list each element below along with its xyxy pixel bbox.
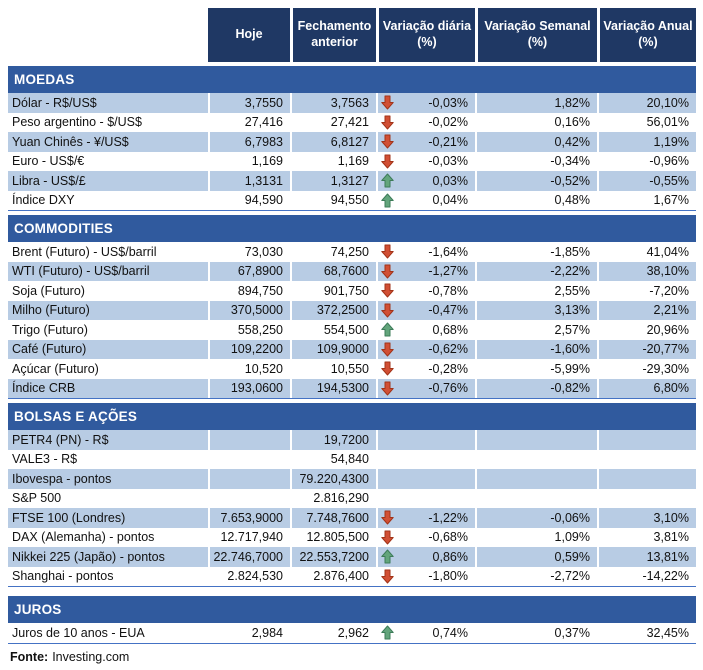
- down-arrow-icon: [381, 95, 395, 110]
- table-row: [8, 262, 696, 282]
- row-label: Yuan Chinês - ¥/US$: [8, 132, 208, 152]
- row-label: Trigo (Futuro): [12, 322, 88, 337]
- variacao-anual-cell: -7,20%: [597, 281, 696, 301]
- table-body: [8, 66, 703, 644]
- hoje-cell: 94,590: [208, 191, 290, 211]
- row-label: Milho (Futuro): [8, 301, 208, 321]
- variacao-semanal-cell: -0,52%: [475, 171, 597, 191]
- down-arrow-icon: [381, 134, 395, 149]
- hoje-cell: 894,750: [208, 281, 290, 301]
- variacao-semanal-cell: -0,06%: [475, 508, 597, 528]
- row-label: Café (Futuro): [8, 340, 208, 360]
- variacao-anual-cell: -29,30%: [597, 359, 696, 379]
- variacao-diaria-value: -1,64%: [428, 244, 468, 259]
- hoje-cell: 2.824,530: [208, 567, 290, 587]
- fechamento-anterior-cell: 194,5300: [290, 379, 376, 399]
- variacao-semanal-cell: 2,55%: [475, 281, 597, 301]
- row-label: Nikkei 225 (Japão) - pontos: [8, 547, 208, 567]
- variacao-semanal-cell: -0,34%: [475, 152, 597, 172]
- row-label: Dólar - R$/US$: [8, 93, 208, 113]
- table-row: [8, 450, 696, 470]
- section-header-commodities: COMMODITIES: [8, 215, 696, 242]
- hoje-cell: 3,7550: [208, 93, 290, 113]
- hoje-cell: [208, 469, 290, 489]
- fechamento-anterior-cell: 12.805,500: [290, 528, 376, 548]
- fechamento-anterior-cell: 27,421: [290, 113, 376, 133]
- down-arrow-icon: [381, 530, 395, 545]
- variacao-anual-cell: 32,45%: [597, 623, 696, 643]
- variacao-semanal-cell: 0,42%: [475, 132, 597, 152]
- variacao-diaria-cell: [376, 171, 475, 191]
- variacao-semanal-cell: [475, 489, 597, 509]
- table-row: [8, 113, 696, 133]
- table-row: [8, 320, 696, 340]
- hoje-cell: [208, 489, 290, 509]
- row-label: Libra - US$/£: [8, 171, 208, 191]
- variacao-diaria-cell: [376, 281, 475, 301]
- fechamento-anterior-cell: 2,962: [290, 623, 376, 643]
- hoje-cell: 10,520: [208, 359, 290, 379]
- variacao-diaria-cell: [376, 450, 475, 470]
- variacao-anual-cell: -0,96%: [597, 152, 696, 172]
- down-arrow-icon: [381, 154, 395, 169]
- variacao-diaria-value: -0,68%: [428, 530, 468, 545]
- table-row: [8, 567, 696, 588]
- source-footer: [8, 648, 703, 666]
- variacao-semanal-cell: -5,99%: [475, 359, 597, 379]
- variacao-diaria-cell: [376, 567, 475, 587]
- fechamento-anterior-cell: 79.220,4300: [290, 469, 376, 489]
- row-label: Soja (Futuro): [12, 283, 85, 298]
- variacao-anual-cell: 56,01%: [597, 113, 696, 133]
- variacao-semanal-cell: 2,57%: [475, 320, 597, 340]
- hoje-cell: 67,8900: [208, 262, 290, 282]
- table-row: [8, 93, 696, 113]
- header-spacer: [8, 8, 208, 62]
- table-row: [8, 171, 696, 191]
- down-arrow-icon: [381, 244, 395, 259]
- table-row: [8, 281, 696, 301]
- variacao-semanal-cell: 1,82%: [475, 93, 597, 113]
- variacao-diaria-value: 0,74%: [432, 625, 468, 640]
- variacao-diaria-value: 0,86%: [432, 549, 468, 564]
- variacao-anual-cell: 1,67%: [597, 191, 696, 211]
- down-arrow-icon: [381, 361, 395, 376]
- hoje-cell: [208, 430, 290, 450]
- variacao-diaria-value: -1,80%: [428, 569, 468, 584]
- fechamento-anterior-cell: 901,750: [290, 281, 376, 301]
- table-row: [8, 379, 696, 400]
- table-row: [8, 430, 696, 450]
- fechamento-anterior-cell: 3,7563: [290, 93, 376, 113]
- variacao-anual-cell: 20,96%: [597, 320, 696, 340]
- down-arrow-icon: [381, 283, 395, 298]
- fechamento-anterior-cell: 22.553,7200: [290, 547, 376, 567]
- variacao-semanal-cell: 0,48%: [475, 191, 597, 211]
- variacao-semanal-cell: -2,72%: [475, 567, 597, 587]
- row-label: Peso argentino - $/US$: [12, 115, 142, 130]
- down-arrow-icon: [381, 264, 395, 279]
- hoje-cell: 22.746,7000: [208, 547, 290, 567]
- table-row: [8, 508, 696, 528]
- variacao-diaria-cell: [376, 623, 475, 643]
- fechamento-anterior-cell: 1,3127: [290, 171, 376, 191]
- variacao-diaria-cell: [376, 113, 475, 133]
- fechamento-anterior-cell: 2.816,290: [290, 489, 376, 509]
- column-header-variacao-semanal: Variação Semanal (%): [475, 8, 597, 62]
- variacao-diaria-value: -0,28%: [428, 361, 468, 376]
- table-row: [8, 469, 696, 489]
- up-arrow-icon: [381, 549, 395, 564]
- variacao-anual-cell: 41,04%: [597, 242, 696, 262]
- variacao-diaria-cell: [376, 379, 475, 399]
- fechamento-anterior-cell: 6,8127: [290, 132, 376, 152]
- variacao-anual-cell: [597, 430, 696, 450]
- variacao-diaria-cell: [376, 528, 475, 548]
- source-label: Fonte:: [10, 649, 49, 664]
- table-row: [8, 191, 696, 212]
- variacao-anual-cell: [597, 489, 696, 509]
- down-arrow-icon: [381, 303, 395, 318]
- variacao-diaria-value: -0,02%: [428, 115, 468, 130]
- fechamento-anterior-cell: 68,7600: [290, 262, 376, 282]
- table-row: [8, 242, 696, 262]
- hoje-cell: 2,984: [208, 623, 290, 643]
- variacao-anual-cell: 38,10%: [597, 262, 696, 282]
- variacao-anual-cell: 13,81%: [597, 547, 696, 567]
- fechamento-anterior-cell: 54,840: [290, 450, 376, 470]
- hoje-cell: 7.653,9000: [208, 508, 290, 528]
- hoje-cell: [208, 450, 290, 470]
- column-header-hoje: Hoje: [208, 8, 290, 62]
- row-label: S&P 500: [12, 491, 62, 506]
- fechamento-anterior-cell: 2.876,400: [290, 567, 376, 587]
- variacao-diaria-value: -0,03%: [428, 154, 468, 169]
- variacao-anual-cell: 3,10%: [597, 508, 696, 528]
- variacao-diaria-cell: [376, 152, 475, 172]
- variacao-semanal-cell: -1,85%: [475, 242, 597, 262]
- variacao-semanal-cell: [475, 469, 597, 489]
- variacao-diaria-cell: [376, 469, 475, 489]
- variacao-diaria-cell: [376, 262, 475, 282]
- row-label: WTI (Futuro) - US$/barril: [8, 262, 208, 282]
- variacao-diaria-cell: [376, 489, 475, 509]
- variacao-diaria-value: -0,76%: [428, 381, 468, 396]
- hoje-cell: 558,250: [208, 320, 290, 340]
- row-label: DAX (Alemanha) - pontos: [12, 530, 155, 545]
- row-label: Shanghai - pontos: [12, 569, 114, 584]
- column-header-variacao-anual: Variação Anual (%): [597, 8, 696, 62]
- down-arrow-icon: [381, 569, 395, 584]
- down-arrow-icon: [381, 115, 395, 130]
- fechamento-anterior-cell: 10,550: [290, 359, 376, 379]
- variacao-anual-cell: -0,55%: [597, 171, 696, 191]
- variacao-diaria-value: 0,68%: [432, 322, 468, 337]
- variacao-diaria-cell: [376, 132, 475, 152]
- hoje-cell: 6,7983: [208, 132, 290, 152]
- row-label: PETR4 (PN) - R$: [8, 430, 208, 450]
- variacao-semanal-cell: -0,82%: [475, 379, 597, 399]
- variacao-diaria-cell: [376, 320, 475, 340]
- variacao-diaria-value: -0,62%: [428, 342, 468, 357]
- row-label: Açúcar (Futuro): [12, 361, 99, 376]
- hoje-cell: 1,3131: [208, 171, 290, 191]
- table-row: [8, 623, 696, 644]
- up-arrow-icon: [381, 625, 395, 640]
- up-arrow-icon: [381, 193, 395, 208]
- variacao-diaria-value: -0,03%: [428, 95, 468, 110]
- fechamento-anterior-cell: 372,2500: [290, 301, 376, 321]
- row-label: Índice CRB: [8, 379, 208, 399]
- variacao-diaria-cell: [376, 340, 475, 360]
- source-value: Investing.com: [52, 649, 130, 664]
- row-label: FTSE 100 (Londres): [8, 508, 208, 528]
- fechamento-anterior-cell: 94,550: [290, 191, 376, 211]
- variacao-anual-cell: 3,81%: [597, 528, 696, 548]
- down-arrow-icon: [381, 342, 395, 357]
- variacao-diaria-cell: [376, 242, 475, 262]
- hoje-cell: 12.717,940: [208, 528, 290, 548]
- row-label: Ibovespa - pontos: [8, 469, 208, 489]
- variacao-anual-cell: [597, 450, 696, 470]
- variacao-semanal-cell: 0,37%: [475, 623, 597, 643]
- column-header-variacao-diaria: Variação diária (%): [376, 8, 475, 62]
- variacao-anual-cell: 1,19%: [597, 132, 696, 152]
- section-header-juros: JUROS: [8, 596, 696, 623]
- variacao-diaria-value: -1,27%: [428, 264, 468, 279]
- variacao-diaria-value: -0,21%: [428, 134, 468, 149]
- fechamento-anterior-cell: 19,7200: [290, 430, 376, 450]
- variacao-semanal-cell: [475, 450, 597, 470]
- variacao-anual-cell: 2,21%: [597, 301, 696, 321]
- fechamento-anterior-cell: 109,9000: [290, 340, 376, 360]
- variacao-diaria-cell: [376, 93, 475, 113]
- fechamento-anterior-cell: 7.748,7600: [290, 508, 376, 528]
- variacao-diaria-cell: [376, 508, 475, 528]
- fechamento-anterior-cell: 74,250: [290, 242, 376, 262]
- variacao-diaria-value: -1,22%: [428, 510, 468, 525]
- hoje-cell: 193,0600: [208, 379, 290, 399]
- variacao-semanal-cell: 0,59%: [475, 547, 597, 567]
- variacao-anual-cell: 20,10%: [597, 93, 696, 113]
- fechamento-anterior-cell: 554,500: [290, 320, 376, 340]
- row-label: Brent (Futuro) - US$/barril: [12, 244, 157, 259]
- section-header-bolsas-e-acoes: BOLSAS E AÇÕES: [8, 403, 696, 430]
- up-arrow-icon: [381, 322, 395, 337]
- row-label: Juros de 10 anos - EUA: [12, 625, 145, 640]
- row-label: Euro - US$/€: [12, 154, 85, 169]
- variacao-semanal-cell: [475, 430, 597, 450]
- variacao-semanal-cell: -1,60%: [475, 340, 597, 360]
- table-row: [8, 301, 696, 321]
- variacao-diaria-value: -0,78%: [428, 283, 468, 298]
- variacao-diaria-cell: [376, 191, 475, 211]
- table-row: [8, 359, 696, 379]
- hoje-cell: 1,169: [208, 152, 290, 172]
- row-label: VALE3 - R$: [12, 452, 78, 467]
- table-row: [8, 152, 696, 172]
- variacao-semanal-cell: -2,22%: [475, 262, 597, 282]
- variacao-diaria-value: -0,47%: [428, 303, 468, 318]
- variacao-semanal-cell: 0,16%: [475, 113, 597, 133]
- variacao-anual-cell: [597, 469, 696, 489]
- variacao-semanal-cell: 3,13%: [475, 301, 597, 321]
- table-row: [8, 132, 696, 152]
- variacao-anual-cell: 6,80%: [597, 379, 696, 399]
- down-arrow-icon: [381, 381, 395, 396]
- down-arrow-icon: [381, 510, 395, 525]
- row-label: Índice DXY: [12, 193, 75, 208]
- variacao-diaria-cell: [376, 547, 475, 567]
- hoje-cell: 109,2200: [208, 340, 290, 360]
- table-row: [8, 528, 696, 548]
- fechamento-anterior-cell: 1,169: [290, 152, 376, 172]
- section-header-moedas: MOEDAS: [8, 66, 696, 93]
- table-header: [8, 8, 696, 62]
- variacao-diaria-cell: [376, 301, 475, 321]
- up-arrow-icon: [381, 173, 395, 188]
- column-header-fechamento-anterior: Fechamento anterior: [290, 8, 376, 62]
- hoje-cell: 27,416: [208, 113, 290, 133]
- variacao-anual-cell: -20,77%: [597, 340, 696, 360]
- variacao-diaria-value: 0,04%: [432, 193, 468, 208]
- hoje-cell: 73,030: [208, 242, 290, 262]
- table-row: [8, 340, 696, 360]
- table-row: [8, 547, 696, 567]
- variacao-anual-cell: -14,22%: [597, 567, 696, 587]
- hoje-cell: 370,5000: [208, 301, 290, 321]
- variacao-diaria-cell: [376, 430, 475, 450]
- variacao-diaria-cell: [376, 359, 475, 379]
- variacao-semanal-cell: 1,09%: [475, 528, 597, 548]
- table-row: [8, 489, 696, 509]
- variacao-diaria-value: 0,03%: [432, 173, 468, 188]
